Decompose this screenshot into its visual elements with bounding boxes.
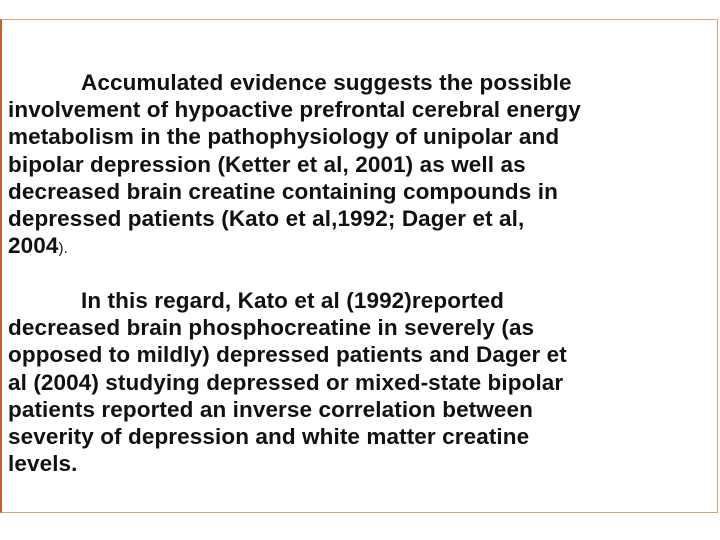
paragraph-line: patients reported an inverse correlation between bbox=[8, 396, 533, 422]
paragraph-end-mark: ). bbox=[58, 240, 68, 258]
paragraph-last-line bbox=[8, 232, 718, 259]
paragraph-line-text: 2004 bbox=[8, 233, 59, 259]
paragraph-line: opposed to mildly) depressed patients and Dager et bbox=[8, 342, 567, 368]
paragraph-line: al (2004) studying depressed or mixed-state bipolar bbox=[8, 369, 564, 395]
paragraph-line: severity of depression and white matter creatine bbox=[8, 423, 530, 449]
paragraph-line: involvement of hypoactive prefrontal cerebral energy bbox=[8, 97, 581, 123]
paragraph-line: decreased brain creatine containing compounds in bbox=[8, 178, 558, 204]
paragraph-accumulated-evidence bbox=[8, 69, 718, 259]
paragraph-line: Accumulated evidence suggests the possible bbox=[81, 70, 572, 95]
paragraph-line: depressed patients (Kato et al,1992; Dager et al, bbox=[8, 205, 525, 231]
paragraph-line: levels. bbox=[8, 451, 78, 477]
paragraph-line: bipolar depression (Ketter et al, 2001) as well as bbox=[8, 151, 526, 177]
paragraph-line: metabolism in the pathophysiology of unipolar and bbox=[8, 124, 560, 150]
paragraph-line: In this regard, Kato et al (1992)reported bbox=[81, 288, 504, 313]
paragraph-kato-dager bbox=[8, 287, 718, 477]
paragraph-line: decreased brain phosphocreatine in severely (as bbox=[8, 315, 535, 341]
